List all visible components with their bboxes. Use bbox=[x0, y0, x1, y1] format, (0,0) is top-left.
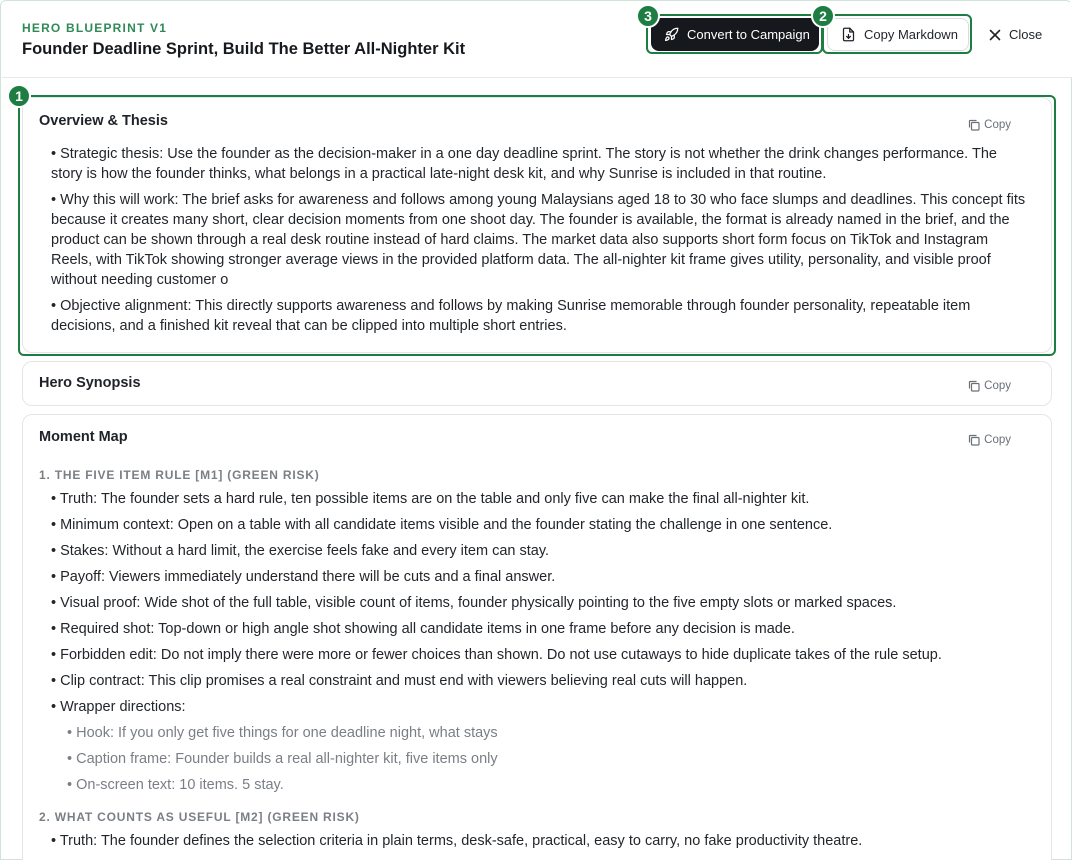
rocket-icon bbox=[664, 27, 679, 42]
convert-to-campaign-label: Convert to Campaign bbox=[687, 27, 810, 42]
list-item: • Truth: The founder defines the selection criteria in plain terms, desk-safe, practical, easy to carry, no fake productivity theatre. bbox=[51, 833, 863, 849]
copy-label: Copy bbox=[984, 119, 1011, 131]
list-item: • Visual proof: Wide shot of the full table, visible count of items, founder physically pointing to the five empty slots or marked spaces. bbox=[51, 595, 897, 611]
wrapper-sub-item: • Caption frame: Founder builds a real all-nighter kit, five items only bbox=[67, 751, 498, 767]
annotation-badge-2: 2 bbox=[811, 4, 835, 28]
hero-synopsis-card[interactable] bbox=[22, 361, 1052, 406]
overview-paragraph: • Why this will work: The brief asks for awareness and follows among young Malaysians aged 18 to 30 who face slumps and deadlines. This concept fits because it creates many short, clear decision moments from one shoot day. The founder is available, the format is already named in the brief, and the product can be shown through a real desk routine instead of hard claims. The market data also supports short form focus on TikTok and Instagram Reels, with TikTok showing stronger average views in the provided platform data. The all-nighter kit frame gives utility, personality, and visible proof without needing customer o bbox=[51, 192, 1026, 288]
eyebrow-label: HERO BLUEPRINT V1 bbox=[22, 21, 168, 35]
list-item: • Payoff: Viewers immediately understand there will be cuts and a final answer. bbox=[51, 569, 556, 585]
list-item: • Stakes: Without a hard limit, the exercise feels fake and every item can stay. bbox=[51, 543, 550, 559]
moment-map-card bbox=[22, 414, 1052, 860]
moment-map-title: Moment Map bbox=[39, 429, 128, 445]
moment-heading-m1: 1. THE FIVE ITEM RULE [M1] (GREEN RISK) bbox=[39, 468, 320, 482]
moment-map-copy-button[interactable] bbox=[968, 434, 1011, 446]
hero-synopsis-title: Hero Synopsis bbox=[39, 375, 141, 391]
copy-markdown-label: Copy Markdown bbox=[864, 27, 958, 42]
copy-markdown-button[interactable] bbox=[827, 18, 969, 51]
panel-header bbox=[2, 2, 1072, 78]
close-label: Close bbox=[1009, 27, 1043, 42]
copy-icon bbox=[968, 119, 980, 131]
file-icon bbox=[841, 27, 856, 42]
overview-paragraph: • Strategic thesis: Use the founder as the decision-maker in a one day deadline sprint. The story is not whether the drink changes performance. The story is how the founder thinks, what belongs in a practical late-night desk kit, and why Sunrise is included in that routine. bbox=[51, 146, 997, 182]
synopsis-copy-button[interactable] bbox=[968, 380, 1011, 392]
close-button[interactable] bbox=[983, 18, 1053, 51]
annotation-badge-1: 1 bbox=[7, 84, 31, 108]
list-item: • Wrapper directions: bbox=[51, 699, 186, 715]
wrapper-sub-item: • On-screen text: 10 items. 5 stay. bbox=[67, 777, 284, 793]
overview-title: Overview & Thesis bbox=[39, 113, 168, 129]
list-item: • Clip contract: This clip promises a real constraint and must end with viewers believing real cuts will happen. bbox=[51, 673, 748, 689]
overview-copy-button[interactable] bbox=[968, 119, 1011, 131]
copy-icon bbox=[968, 434, 980, 446]
list-item: • Required shot: Top-down or high angle shot showing all candidate items in one frame before any decision is made. bbox=[51, 621, 795, 637]
moment-heading-m2: 2. WHAT COUNTS AS USEFUL [M2] (GREEN RISK) bbox=[39, 810, 360, 824]
list-item: • Truth: The founder sets a hard rule, ten possible items are on the table and only five can make the final all-nighter kit. bbox=[51, 491, 810, 507]
wrapper-sub-item: • Hook: If you only get five things for one deadline night, what stays bbox=[67, 725, 498, 741]
annotation-badge-3: 3 bbox=[636, 4, 660, 28]
close-icon bbox=[989, 29, 1001, 41]
list-item: • Forbidden edit: Do not imply there were more or fewer choices than shown. Do not use cutaways to hide duplicate takes of the rule setup. bbox=[51, 647, 942, 663]
overview-card bbox=[22, 97, 1052, 353]
list-item: • Minimum context: Open on a table with all candidate items visible and the founder stating the challenge in one sentence. bbox=[51, 517, 833, 533]
copy-label: Copy bbox=[984, 380, 1011, 392]
overview-paragraph: • Objective alignment: This directly supports awareness and follows by making Sunrise memorable through founder personality, repeatable item decisions, and a finished kit reveal that can be clipped into multiple short entries. bbox=[51, 298, 971, 334]
page-title: Founder Deadline Sprint, Build The Better All-Nighter Kit bbox=[22, 40, 466, 58]
copy-icon bbox=[968, 380, 980, 392]
convert-to-campaign-button[interactable] bbox=[651, 18, 819, 51]
overview-body bbox=[51, 144, 1029, 342]
copy-label: Copy bbox=[984, 434, 1011, 446]
